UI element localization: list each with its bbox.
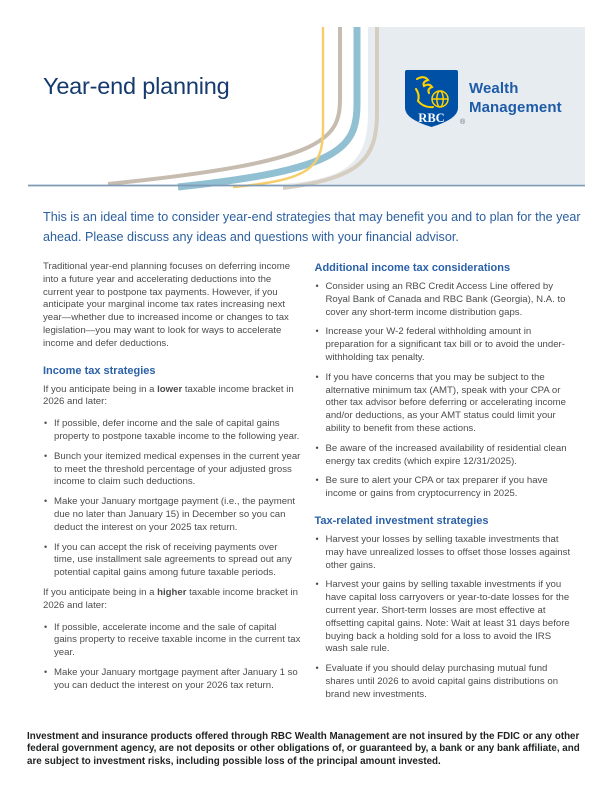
bullet-item: • If you have concerns that you may be subject to the alternative minimum tax (AMT), speak with your CPA or other tax advisor before deferring or accelerating income and/or deductions, as your AMT status could limit your ability to benefit from these actions. [315, 372, 573, 436]
paragraph [43, 587, 301, 613]
bullet-item: • Consider using an RBC Credit Access Line offered by Royal Bank of Canada and RBC Bank (Georgia), N.A. to cover any short-term income distribution gaps. [315, 281, 573, 319]
bullet-item: • Make your January mortgage payment after January 1 so you can deduct the interest on your 2026 tax return. [43, 667, 301, 693]
shield-text: RBC [418, 111, 445, 125]
bullet-item: • Bunch your itemized medical expenses in the current year to meet the threshold percentage of your adjusted gross income to claim such deductions. [43, 451, 301, 489]
body-columns [43, 261, 572, 709]
section-heading: Income tax strategies [43, 364, 156, 377]
bullet-list [315, 281, 573, 501]
bullet-item: • If you can accept the risk of receiving payments over time, use installment sale agreements to spread out any potential capital gains among future taxable periods. [43, 542, 301, 580]
bullet-list [315, 534, 573, 702]
text-run: taxable income bracket in 2026 and later: [43, 383, 294, 408]
text-run: If you anticipate being in a [43, 586, 158, 598]
bullet-list [43, 418, 301, 580]
paragraph [43, 261, 301, 351]
emphasis-text: lower [157, 383, 183, 395]
page-title: Year-end planning [43, 73, 230, 99]
emphasis-text: higher [157, 586, 187, 598]
wordmark-line1: Wealth [469, 80, 519, 97]
column-left [43, 261, 301, 709]
section-heading: Additional income tax considerations [314, 262, 511, 274]
bullet-item: • Increase your W-2 federal withholding amount in preparation for a significant tax bill or to avoid the under-withholding tax penalty. [315, 326, 573, 364]
column-right [315, 261, 573, 709]
bullet-item: • Harvest your gains by selling taxable investments if you have capital loss carryovers or year-to-date losses for the current year. Short-term losses are most effective at offsetting capital gains. Note: Wait at least 31 days before buying back a holding sold for a loss to avoid the IRS wash sale rule. [315, 579, 573, 656]
text-run: Traditional year-end planning focuses on deferring income into a future year and accelerating deductions into the current year to postpone tax payments. However, if you anticipate your marginal income tax rates increasing next year—whether due to increased income or changes to tax legislation—you may want to look for ways to accelerate income and defer deductions. [43, 261, 291, 349]
curve-steel-blue-icon [178, 27, 357, 187]
bullet-list [43, 622, 301, 693]
rbc-logo [405, 70, 580, 130]
bullet-item: • If possible, accelerate income and the sale of capital gains property to receive taxable income in the current tax year. [43, 622, 301, 660]
bullet-item: • Make your January mortgage payment (i.e., the payment due no later than January 15) in December so you can deduct the interest on your 2025 tax return. [43, 496, 301, 534]
footer-disclaimer: Investment and insurance products offered through RBC Wealth Management are not insured by the FDIC or any other federal government agency, are not deposits or other obligations of, or guaranteed by, a bank or any bank affiliate, and are subject to investment risks, including possible loss of the principal amount invested. [27, 731, 580, 767]
curve-tan-icon [108, 27, 340, 184]
bullet-item: • Be aware of the increased availability of residential clean energy tax credits (which expire 12/31/2025). [315, 443, 573, 469]
bullet-item: • Harvest your losses by selling taxable investments that may have unrealized losses to offset those losses against other gains. [315, 534, 573, 572]
bullet-item: • Be sure to alert your CPA or tax preparer if you have income or gains from cryptocurrency in 2025. [315, 475, 573, 501]
section-heading: Tax-related investment strategies [314, 514, 489, 527]
bullet-item: • Evaluate if you should delay purchasing mutual fund shares until 2026 to avoid capital gains distributions on brand new investments. [315, 663, 573, 701]
wordmark [469, 79, 562, 117]
registered-mark: ® [460, 119, 466, 126]
intro-text: This is an ideal time to consider year-end strategies that may benefit you and to plan for the year ahead. Please discuss any ideas and questions with your financial advisor. [43, 210, 581, 244]
rbc-shield-icon [405, 70, 458, 128]
text-run: taxable income bracket in 2026 and later: [43, 586, 298, 611]
paragraph [43, 384, 301, 410]
wordmark-line2: Management [469, 99, 562, 116]
bullet-item: • If possible, defer income and the sale of capital gains property to postpone taxable income to the following year. [43, 418, 301, 444]
text-run: If you anticipate being in a [43, 383, 158, 395]
